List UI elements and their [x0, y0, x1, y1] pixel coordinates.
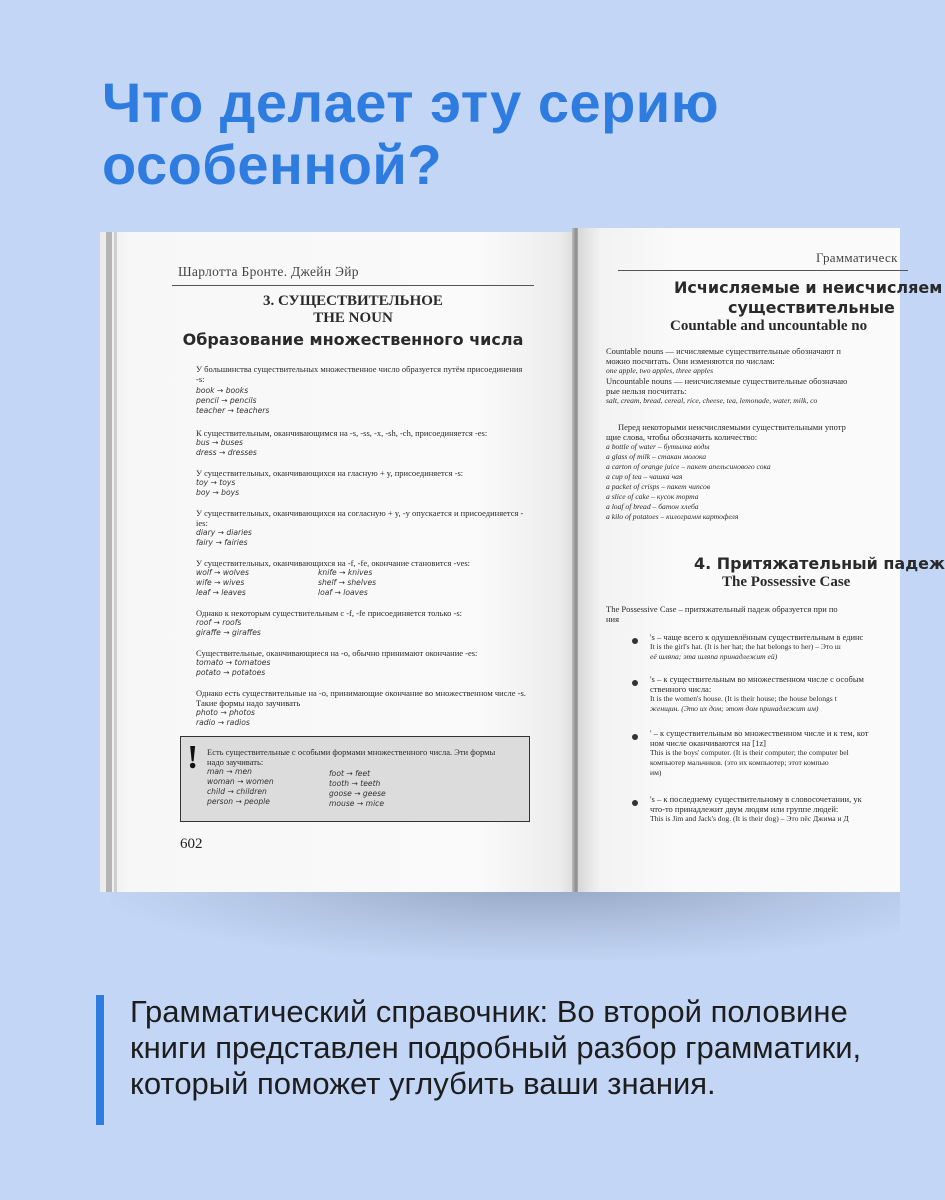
rule-text: Однако есть существительные на -o, принимающие окончание во множественном числе -s. Такие формы надо заучивать — [196, 688, 526, 709]
note-example: foot → feet — [329, 769, 371, 778]
right-line: a carton of orange juice – пакет апельсинового сока — [606, 462, 771, 471]
bullet-dot — [632, 680, 638, 686]
rule-text: У существительных, оканчивающихся на согласную + y, -y опускается и присоединяется -ies: — [196, 508, 524, 529]
rule-example: giraffe → giraffes — [196, 628, 261, 637]
rule-text: У существительных, оканчивающихся на гласную + y, присоединяется -s: — [196, 468, 464, 478]
right-line: a loaf of bread – батон хлеба — [606, 502, 699, 511]
rule-example: bus → buses — [196, 438, 243, 447]
bullet-line: It is the girl's hat. (It is her hat; the hat belongs to her) – Это ш — [650, 642, 841, 651]
rule-example: pencil → pencils — [196, 396, 257, 405]
note-box — [180, 736, 530, 822]
chapter-title-en: THE NOUN — [313, 310, 393, 326]
rule-example: dress → dresses — [196, 448, 257, 457]
right-line: a bottle of water – бутылка воды — [606, 442, 710, 451]
right-line: a kilo of potatoes – килограмм картофеля — [606, 512, 739, 521]
open-book — [100, 228, 945, 892]
rule-example: teacher → teachers — [196, 406, 270, 415]
note-text: Есть существительные с особыми формами множественного числа. Эти формы надо заучивать: — [207, 747, 496, 768]
rule-example: wife → wives — [196, 578, 245, 587]
rule-example: loaf → loaves — [318, 588, 368, 597]
right-page — [578, 228, 945, 892]
rule-example: potato → potatoes — [196, 668, 266, 677]
rule-example: boy → boys — [196, 488, 240, 497]
rule-text: Существительные, оканчивающиеся на -o, обычно принимают окончание -es: — [196, 648, 478, 658]
intro-line: ния — [606, 614, 620, 624]
bullet-line: компьютер мальчиков. (это их компьютер; этот компью — [650, 758, 829, 767]
headline: Что делает эту серию особенной? — [102, 71, 720, 196]
bullet-line: что-то принадлежит двум людям или группе людей: — [650, 804, 839, 814]
rule-example: diary → diaries — [196, 528, 252, 537]
rule-example: leaf → leaves — [196, 588, 246, 597]
caption-text: Грамматический справочник: Во второй половине книги представлен подробный разбор грамматики, который поможет углубить ваши знания. — [130, 994, 862, 1101]
rule-example: shelf → shelves — [318, 578, 377, 587]
bullet-line: её шляпа; эта шляпа принадлежит ей) — [650, 652, 778, 661]
bullet-line: 's – к существительным во множественном числе с особым — [650, 674, 864, 684]
right-line: Countable nouns — исчисляемые существительные обозначают п — [606, 346, 841, 356]
section-title: Образование множественного числа — [182, 330, 524, 349]
rule-example: knife → knives — [318, 568, 373, 577]
left-running-head: Шарлотта Бронте. Джейн Эйр — [178, 264, 359, 279]
page-number: 602 — [180, 836, 203, 852]
bullet-line: им) — [650, 768, 662, 777]
intro-line: The Possessive Case – притяжательный падеж образуется при по — [606, 604, 838, 614]
bullet-line: It is the women's house. (It is their house; the house belongs t — [650, 694, 837, 703]
bullet-dot — [632, 638, 638, 644]
exclamation-icon: ! — [187, 739, 199, 776]
bullet-dot — [632, 800, 638, 806]
left-page — [100, 232, 576, 892]
rule-example: wolf → wolves — [196, 568, 249, 577]
right-line: one apple, two apples, three apples — [606, 366, 714, 375]
right-line: можно посчитать. Они изменяются по числам: — [606, 356, 775, 366]
note-example: tooth → teeth — [329, 779, 381, 788]
right-header-rule — [618, 270, 908, 271]
right-title-line2: существительные — [728, 298, 895, 317]
note-example: mouse → mice — [329, 799, 385, 808]
rule-example: book → books — [196, 386, 249, 395]
caption-accent-bar — [96, 995, 104, 1125]
bullet-line: ' – к существительным во множественном числе и к тем, кот — [650, 728, 869, 738]
rule-example: roof → roofs — [196, 618, 242, 627]
rule-example: fairy → fairies — [196, 538, 248, 547]
rule-example: radio → radios — [196, 718, 250, 727]
rule-text: У существительных, оканчивающихся на -f, -fe, окончание становится -ves: — [196, 558, 471, 568]
chapter-title-ru: 3. СУЩЕСТВИТЕЛЬНОЕ — [263, 293, 443, 309]
rule-example: photo → photos — [196, 708, 255, 717]
rule-text: Однако к некоторым существительным с -f, -fe присоединяется только -s: — [196, 608, 462, 618]
right-line: a slice of cake – кусок торта — [606, 492, 699, 501]
right-running-head: Грамматическ — [816, 250, 898, 265]
right-line: a glass of milk – стакан молока — [606, 452, 707, 461]
note-example: goose → geese — [329, 789, 386, 798]
rule-text: У большинства существительных множественное число образуется путём присоединения -s: — [196, 364, 523, 385]
rule-example: toy → toys — [196, 478, 236, 487]
right-title-line3: Countable and uncountable no — [670, 318, 868, 334]
section2-title-en: The Possessive Case — [722, 574, 851, 590]
right-line: Uncountable nouns — неисчисляемые существительные обозначаю — [606, 376, 848, 386]
right-line: щие слова, чтобы обозначить количество: — [606, 432, 758, 442]
note-example: person → people — [207, 797, 270, 806]
note-example: child → children — [207, 787, 267, 796]
right-line: a cup of tea – чашка чая — [606, 472, 683, 481]
left-header-rule — [172, 285, 534, 286]
rule-text: К существительным, оканчивающимся на -s, -ss, -x, -sh, -ch, присоединяется -es: — [196, 428, 488, 438]
bullet-dot — [632, 734, 638, 740]
bullet-line: ственного числа: — [650, 684, 712, 694]
right-line: рые нельзя посчитать: — [606, 386, 687, 396]
bullet-line: 's – к последнему существительному в словосочетании, ук — [650, 794, 862, 804]
right-line: a packet of crisps – пакет чипсов — [606, 482, 711, 491]
rule-example: tomato → tomatoes — [196, 658, 271, 667]
bullet-line: This is Jim and Jack's dog. (It is their dog) – Это пёс Джима и Д — [650, 814, 849, 823]
bullet-line: This is the boys' computer. (It is their computer; the computer bel — [650, 748, 849, 757]
right-line: salt, cream, bread, cereal, rice, cheese, tea, lemonade, water, milk, co — [606, 396, 818, 405]
note-example: woman → women — [207, 777, 274, 786]
bullet-line: 's – чаще всего к одушевлённым существительным в единс — [650, 632, 864, 642]
note-example: man → men — [207, 767, 252, 776]
right-title-line1: Исчисляемые и неисчисляем — [674, 278, 943, 297]
right-line: Перед некоторыми неисчисляемыми существительными употр — [618, 422, 846, 432]
section2-title-ru: 4. Притяжательный падеж — [694, 554, 945, 573]
bullet-line: ном числе оканчиваются на [1z] — [650, 738, 766, 748]
bullet-line: женщин. (Это их дом; этот дом принадлежит им) — [650, 704, 819, 713]
book-shadow — [110, 880, 900, 960]
